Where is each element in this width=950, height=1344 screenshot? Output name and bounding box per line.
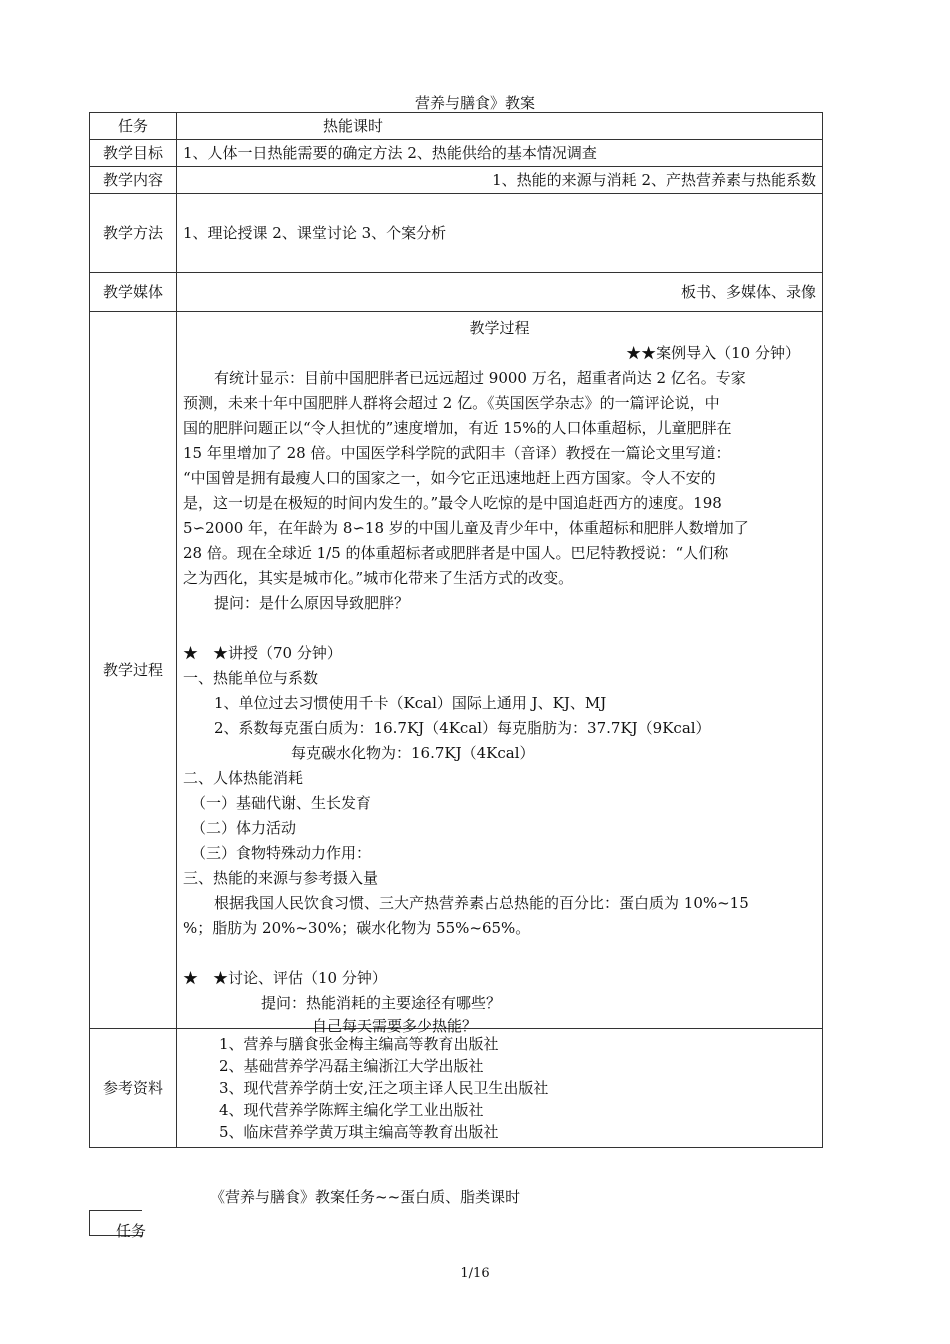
reference-item: 1、营养与膳食张金梅主编高等教育出版社 (219, 1035, 499, 1053)
section-3-text: %；脂肪为 20%~30%；碳水化物为 55%~65%。 (183, 919, 531, 937)
reference-item: 4、现代营养学陈辉主编化学工业出版社 (219, 1101, 484, 1119)
method-label: 教学方法 (90, 194, 177, 273)
process-content (177, 312, 823, 1035)
case-line: 是，这一切是在极短的时间内发生的。”最令人吃惊的是中国追赶西方的速度。198 (183, 494, 722, 512)
reference-item: 2、基础营养学冯磊主编浙江大学出版社 (219, 1057, 484, 1075)
section-1-item-1: 1、单位过去习惯使用千卡（Kcal）国际上通用 J、KJ、MJ (214, 694, 607, 712)
case-intro-heading: ★★案例导入（10 分钟） (626, 344, 800, 362)
page-number: 1/16 (460, 1266, 490, 1281)
lecture-heading: ★ ★讲授（70 分钟） (183, 644, 342, 662)
discussion-question-1: 提问：热能消耗的主要途径有哪些？ (261, 994, 502, 1012)
section-1-title: 一、热能单位与系数 (183, 669, 319, 687)
section-2-item-3: （三）食物特殊动力作用： (191, 844, 372, 862)
goal-value: 1、人体一日热能需要的确定方法 2、热能供给的基本情况调查 (177, 140, 823, 167)
section-3-text: 根据我国人民饮食习惯、三大产热营养素占总热能的百分比：蛋白质为 10%~15 (214, 894, 749, 912)
goal-row (90, 140, 823, 167)
method-value: 1、理论授课 2、课堂讨论 3、个案分析 (177, 194, 823, 273)
references-row (90, 1029, 823, 1148)
goal-label: 教学目标 (90, 140, 177, 167)
process-row (90, 312, 823, 1029)
discussion-heading: ★ ★讨论、评估（10 分钟） (183, 969, 387, 987)
case-line: “中国曾是拥有最瘦人口的国家之一，如今它正迅速地赶上西方国家。令人不安的 (183, 469, 716, 487)
case-line: 国的肥胖问题正以“令人担忧的”速度增加，有近 15%的人口体重超标，儿童肥胖在 (183, 419, 732, 437)
content-value: 1、热能的来源与消耗 2、产热营养素与热能系数 (177, 167, 823, 194)
task-row (90, 113, 823, 140)
media-row (90, 273, 823, 312)
method-row (90, 194, 823, 273)
task-value: 热能课时 (177, 113, 823, 140)
references-label: 参考资料 (90, 1029, 177, 1148)
content-row (90, 167, 823, 194)
reference-item: 5、临床营养学黄万琪主编高等教育出版社 (219, 1123, 499, 1141)
section-2-title: 二、人体热能消耗 (183, 769, 304, 787)
section-1-item-2: 2、系数每克蛋白质为：16.7KJ（4Kcal）每克脂肪为：37.7KJ（9Kcal） (214, 719, 711, 737)
references-content (177, 1029, 823, 1148)
process-label: 教学过程 (90, 312, 177, 1029)
lesson-plan-table (89, 112, 823, 1148)
case-line: 28 倍。现在全球近 1/5 的体重超标者或肥胖者是中国人。巴尼特教授说：“人们称 (183, 544, 729, 562)
section-2-item-1: （一）基础代谢、生长发育 (191, 794, 372, 812)
case-line: 5∽2000 年，在年龄为 8∽18 岁的中国儿童及青少年中，体重超标和肥胖人数增加了 (183, 519, 749, 537)
task-label: 任务 (90, 113, 177, 140)
case-line: 有统计显示：目前中国肥胖者已远远超过 9000 万名，超重者尚达 2 亿名。专家 (214, 369, 746, 387)
next-task-label: 任务 (116, 1222, 147, 1240)
section-2-item-2: （二）体力活动 (191, 819, 297, 837)
content-label: 教学内容 (90, 167, 177, 194)
media-value: 板书、多媒体、录像 (177, 273, 823, 312)
case-question: 提问：是什么原因导致肥胖？ (214, 594, 410, 612)
media-label: 教学媒体 (90, 273, 177, 312)
document-title: 营养与膳食》教案 (414, 94, 535, 112)
reference-item: 3、现代营养学荫士安,汪之项主译人民卫生出版社 (219, 1079, 549, 1097)
discussion-question-2: 自己每天需要多少热能？ (312, 1017, 478, 1035)
section-3-title: 三、热能的来源与参考摄入量 (183, 869, 379, 887)
case-line: 15 年里增加了 28 倍。中国医学科学院的武阳丰（音译）教授在一篇论文里写道： (183, 444, 731, 462)
process-heading: 教学过程 (469, 319, 530, 337)
case-line: 预测，未来十年中国肥胖人群将会超过 2 亿。《英国医学杂志》的一篇评论说，中 (183, 394, 720, 412)
section-1-item-3: 每克碳水化物为：16.7KJ（4Kcal） (291, 744, 535, 762)
next-lesson-title: 《营养与膳食》教案任务~~蛋白质、脂类课时 (210, 1188, 521, 1206)
case-line: 之为西化，其实是城市化。”城市化带来了生活方式的改变。 (183, 569, 574, 587)
